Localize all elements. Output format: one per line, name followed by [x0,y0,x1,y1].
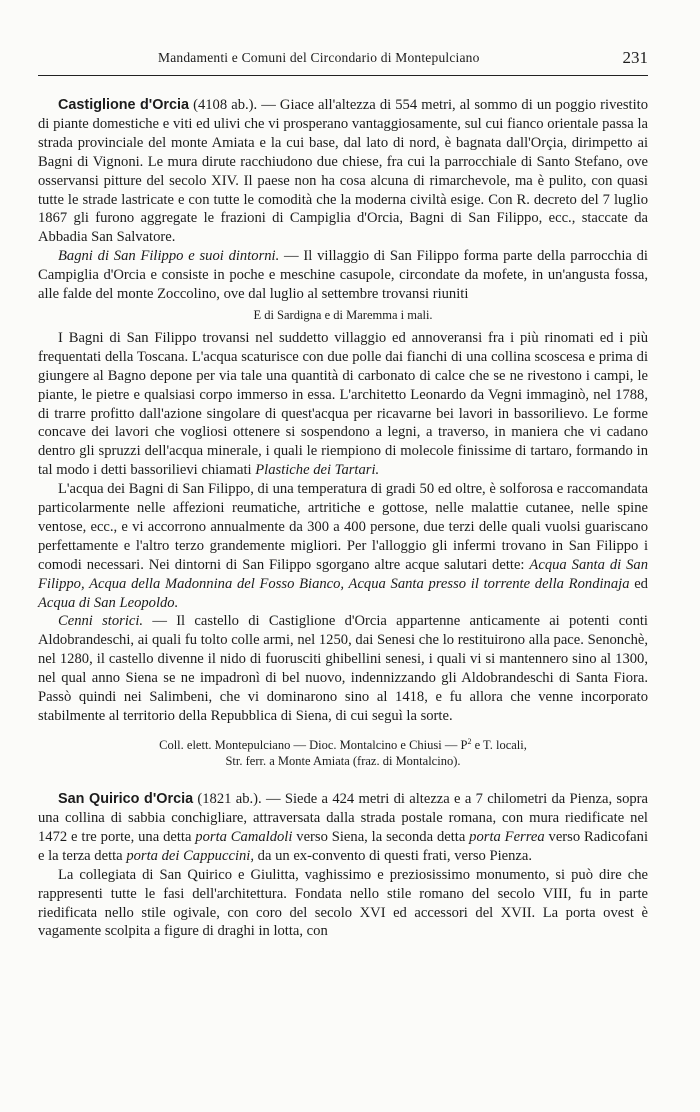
bagni-description-text: I Bagni di San Filippo trovansi nel suddetto villaggio ed annoveransi fra i più rinomati ed i più frequentati della Toscana. L'acqua scaturisce con due polle dai fianchi di una collina scoscesa e prima di giungere al Bagno depone per via tale una quantità di carbonato di calce che se ne rivestono i campi, le piante, le pietre e qualsiasi corpo immerso in essa. L'architetto Leonardo da Vegni immaginò, nel 1788, di trarre profitto dall'azione singolare di quest'acqua per ricavarne bei lavori in bassorilievo. Le forme concave dei lavori che vogliosi ottenere si sospendono a legni, a traverso, in maniera che vi cadano dentro gli spruzzi dell'acqua minerale, i quali le riempiono di molecole finissime di tartaro, formando in tal modo i detti bassorilievi chiamati [38,329,648,479]
castiglione-intro-paragraph [38,96,648,247]
bagni-paragraph [38,247,648,304]
waters-list: Acqua Santa di San Filippo, Acqua della Madonnina del Fosso Bianco, Acqua Santa presso il torrente della Rondinaja [38,556,649,592]
porta-cappuccini: porta dei Cappuccini, [126,847,254,864]
collegiata-paragraph: La collegiata di San Quirico e Giulitta, vaghissimo e preziosissimo monumento, si può dire che rappresenti tutte le fasi dell'architettura. Fondata nello stile romano del secolo VIII, fu in parte riedificata nello stile ogivale, con coro del secolo XVI ed accessori del XVII. La porta ovest è vagamente scolpita a figure di draghi in lotta, con [38,866,648,940]
bagni-description-paragraph [38,329,648,480]
sq-text-b: verso Siena, la seconda detta [292,828,470,845]
acqua-leopoldo: Acqua di San Leopoldo. [38,594,179,611]
admin-note-text-b: e T. locali, [471,738,527,753]
page-number: 231 [622,48,648,67]
castiglione-intro-text: (4108 ab.). — Giace all'altezza di 554 metri, al sommo di un poggio rivestito di piante domestiche e viti ed ulivi che vi prosperano vantaggiosamente, sul cui fianco orientale passa la strada provinciale del monte Amiata e la cui base, dal lato di nord, è bagnata dall'Orçia, dirimpetto ai Bagni di Vignoni. Le mura dirute racchiudono due chiese, fra cui la parrocchiale di Santo Stefano, ove osservansi pitture del secolo XIV. Il paese non ha cosa alcuna di rimarchevole, ma è pulito, con quasi tutte le strade lastricate e con tutte le comodità che la moderna civiltà esige. Con R. decreto del 7 luglio 1867 gli furono aggregate le frazioni di Campiglia d'Orcia, Bagni di San Filippo, ecc., staccate da Abbadia San Salvatore. [38,97,648,246]
history-text: — Il castello di Castiglione d'Orcia appartenne anticamente ai potenti conti Aldobrandeschi, ai quali fu tolto colle armi, nel 1250, dai Senesi che lo restituirono alla pace. Senonchè, nel 1280, il castello divenne il nido di fuorusciti ghibellini senesi, i quali vi si mantennero sino al 1300, nel qual anno Siena se ne impadronì di bel nuovo, indennizzando gli Aldobrandeschi di Santa Fiora. Passò quindi nei Salimbeni, che vi dominarono sino al 1418, e fu allora che venne incorporato stabilmente al territorio della Repubblica di Siena, di cui seguì la sorte. [38,613,648,724]
verse-quote: E di Sardigna e di Maremma i mali. [253,307,433,322]
admin-note-line-1 [38,734,648,753]
bagni-subtitle: Bagni di San Filippo e suoi dintorni. [58,248,280,265]
water-paragraph [38,480,648,612]
porta-ferrea: porta Ferrea [469,828,545,845]
san-quirico-intro-paragraph [38,790,648,866]
admin-note-text-a: Coll. elett. Montepulciano — Dioc. Montalcino e Chiusi — P [159,738,468,753]
porta-camaldoli: porta Camaldoli [195,828,293,845]
history-subtitle: Cenni storici. [58,613,144,630]
page-header [38,48,648,74]
water-conj: ed [629,575,648,592]
running-title: Mandamenti e Comuni del Circondario di Montepulciano [158,50,480,65]
sq-text-a: (1821 ab.). — Siede a 424 metri di altezza e a 7 chilometri da Pienza, sopra una collina di sabbia conchigliare, attraversata dalla strada postale romana, con mura riedificate nel 1472 e tre porte, una detta [38,791,648,845]
page-body [38,96,648,941]
history-paragraph [38,612,648,725]
castiglione-admin-note [38,734,648,769]
castiglione-entry-title: Castiglione d'Orcia [58,97,190,113]
san-quirico-entry-title: San Quirico d'Orcia [58,791,194,808]
admin-note-sup: 2 [467,736,472,746]
sq-text-d: da un ex-convento di questi frati, verso Pienza. [254,847,533,864]
water-text: L'acqua dei Bagni di San Filippo, di una temperatura di gradi 50 ed oltre, è solforosa e raccomandata particolarmente nelle affezioni reumatiche, artritiche e gottose, nelle malattie cutanee, nelle spine ventose, ecc., e vi accorrono annualmente da 300 a 400 persone, due terzi delle quali vuolsi guariscano perfettamente e l'altro terzo grandemente migliori. Per l'alloggio gli infermi trovano in San Filippo i comodi necessari. Nei dintorni di San Filippo sgorgano altre acque salutari dette: [38,481,648,573]
header-rule [38,75,648,76]
sq-text-c: verso Radicofani e la terza detta [38,828,649,864]
bagni-text: — Il villaggio di San Filippo forma parte della parrocchia di Campiglia d'Orcia e consiste in poche e meschine casupole, circondate da mofete, in un'angusta fossa, alle falde del monte Zoccolino, ove dal luglio al settembre trovansi riuniti [38,248,648,303]
admin-note-line-2: Str. ferr. a Monte Amiata (fraz. di Montalcino). [225,754,461,769]
plastiche-term: Plastiche dei Tartari. [255,462,380,479]
